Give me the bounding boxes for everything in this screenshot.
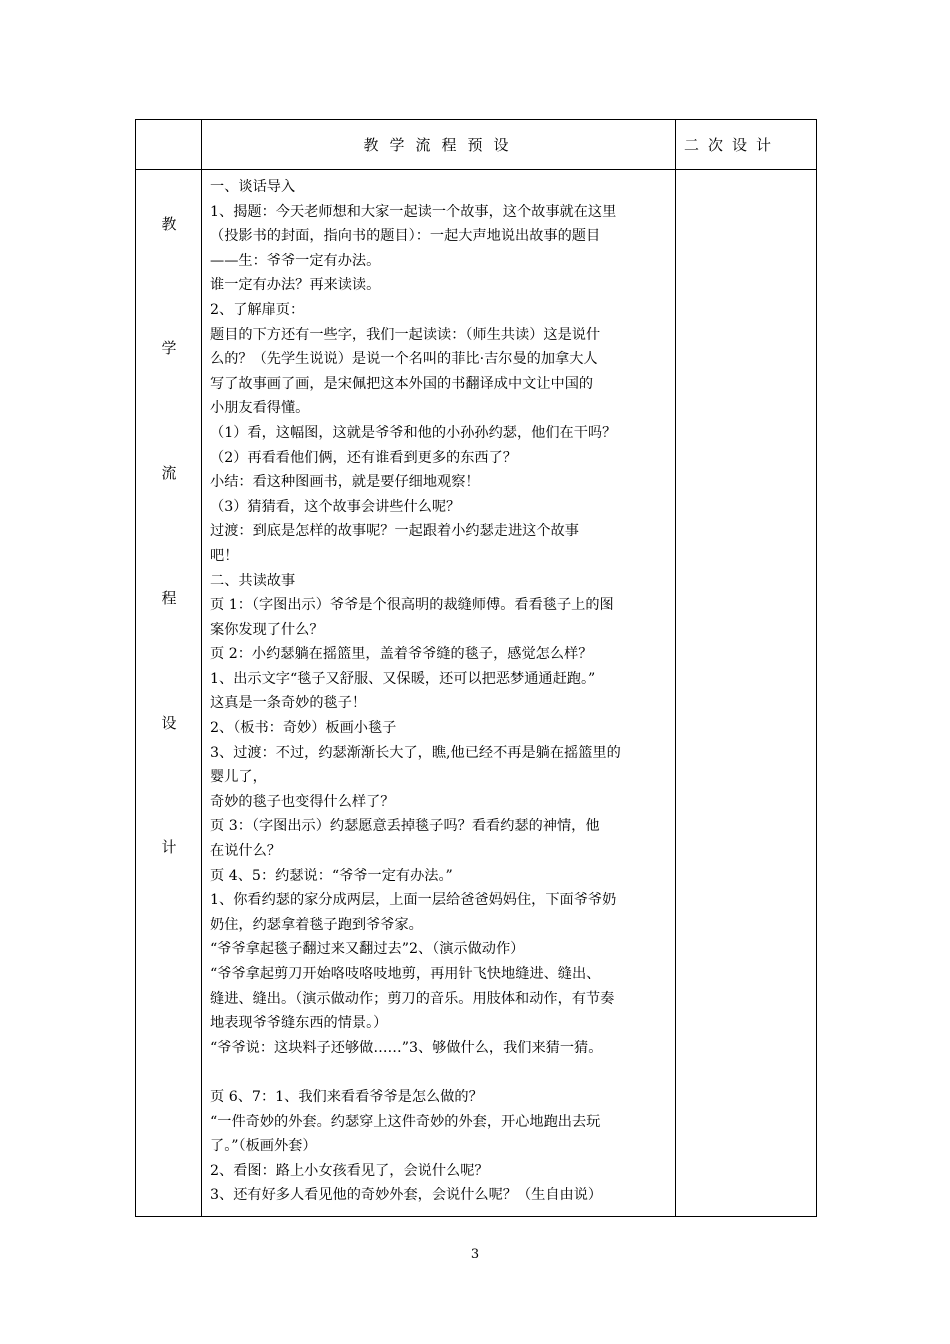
content-line: 1、出示文字“毯子又舒服、又保暖，还可以把恶梦通通赶跑。”	[210, 670, 596, 687]
content-line	[210, 1060, 669, 1085]
table-header-row	[136, 120, 817, 170]
lesson-plan-table	[135, 119, 817, 1217]
side-label-char: 教	[161, 215, 177, 233]
content-line: （1）看，这幅图，这就是爷爷和他的小孙孙约瑟，他们在干吗？	[210, 424, 617, 441]
content-line: 1、揭题：今天老师想和大家一起读一个故事，这个故事就在这里	[210, 203, 617, 220]
content-line: 奇妙的毯子也变得什么样了？	[210, 793, 395, 810]
process-title-header: 教学流程预设	[202, 120, 676, 170]
side-label-char: 计	[161, 838, 177, 856]
content-line: 缝进、缝出。（演示做动作；剪刀的音乐。用肢体和动作，有节奏	[210, 990, 615, 1007]
content-line: ——生：爷爷一定有办法。	[210, 252, 381, 269]
content-line: 吧！	[210, 547, 239, 564]
content-line: 过渡：到底是怎样的故事呢？一起跟着小约瑟走进这个故事	[210, 523, 579, 540]
content-line: 2、（板书：奇妙）板画小毯子	[210, 720, 397, 737]
content-line: 二、共读故事	[210, 572, 296, 589]
content-line: 页 3：（字图出示）约瑟愿意丢掉毯子吗？看看约瑟的神情，他	[210, 818, 600, 835]
second-design-header: 二次设计	[676, 120, 817, 170]
content-line: 地表现爷爷缝东西的情景。）	[210, 1015, 388, 1032]
content-line: 么的？（先学生说说）是说一个名叫的菲比·吉尔曼的加拿大人	[210, 351, 598, 368]
content-line: 3、过渡：不过，约瑟渐渐长大了，瞧,他已经不再是躺在摇篮里的	[210, 744, 621, 761]
content-line: 小结：看这种图画书，就是要仔细地观察！	[210, 474, 480, 491]
side-label-char: 流	[161, 464, 177, 482]
content-line: 题目的下方还有一些字，我们一起读读：（师生共读）这是说什	[210, 326, 601, 343]
content-line: （投影书的封面，指向书的题目）：一起大声地说出故事的题目	[210, 228, 601, 245]
content-line: 婴儿了，	[210, 769, 267, 786]
teaching-process-content	[202, 170, 676, 1217]
content-line: 页 2：小约瑟躺在摇篮里，盖着爷爷缝的毯子，感觉怎么样？	[210, 646, 593, 663]
content-line: 页 4、5：约瑟说：“爷爷一定有办法。”	[210, 867, 453, 884]
content-line: 3、还有好多人看见他的奇妙外套，会说什么呢？（生自由说）	[210, 1187, 603, 1204]
side-label-char: 程	[161, 589, 177, 607]
content-line: “爷爷拿起剪刀开始咯吱咯吱地剪，再用针飞快地缝进、缝出、	[210, 966, 601, 982]
table-body-row	[136, 170, 817, 1217]
content-line: 在说什么？	[210, 843, 281, 860]
content-line: “一件奇妙的外套。约瑟穿上这件奇妙的外套，开心地跑出去玩	[210, 1113, 601, 1130]
content-line: 2、了解扉页：	[210, 301, 305, 318]
content-line: 2、看图：路上小女孩看见了，会说什么呢？	[210, 1162, 489, 1179]
side-label-char: 设	[161, 714, 177, 732]
content-line: 奶住，约瑟拿着毯子跑到爷爷家。	[210, 916, 423, 933]
content-line: 小朋友看得懂。	[210, 400, 310, 417]
content-line: （2）再看看他们俩，还有谁看到更多的东西了？	[210, 449, 517, 466]
content-line: 这真是一条奇妙的毯子！	[210, 695, 367, 712]
content-line: 页 6、7：1、我们来看看爷爷是怎么做的？	[210, 1088, 483, 1105]
content-line: “爷爷说：这块料子还够做……”3、够做什么，我们来猜一猜。	[210, 1039, 603, 1056]
content-line: 页 1：（字图出示）爷爷是个很高明的裁缝师傅。看看毯子上的图	[210, 597, 614, 614]
content-line: 了。”（板画外套）	[210, 1138, 317, 1155]
header-blank-cell	[136, 120, 202, 170]
content-line: （3）猜猜看，这个故事会讲些什么呢？	[210, 498, 461, 515]
page-number: 3	[470, 1247, 480, 1262]
second-design-cell	[676, 170, 817, 1217]
content-line: 案你发现了什么？	[210, 621, 324, 638]
content-lines	[210, 175, 669, 1208]
content-line: 1、你看约瑟的家分成两层，上面一层给爸爸妈妈住，下面爷爷奶	[210, 892, 617, 909]
teaching-process-label	[136, 170, 202, 1217]
content-line: 谁一定有办法？再来读读。	[210, 277, 381, 294]
side-label-char: 学	[161, 339, 177, 357]
content-line: 一、谈话导入	[210, 179, 296, 195]
content-line: “爷爷拿起毯子翻过来又翻过去”2、（演示做动作）	[210, 941, 525, 958]
content-line: 写了故事画了画，是宋佩把这本外国的书翻译成中文让中国的	[210, 375, 594, 392]
